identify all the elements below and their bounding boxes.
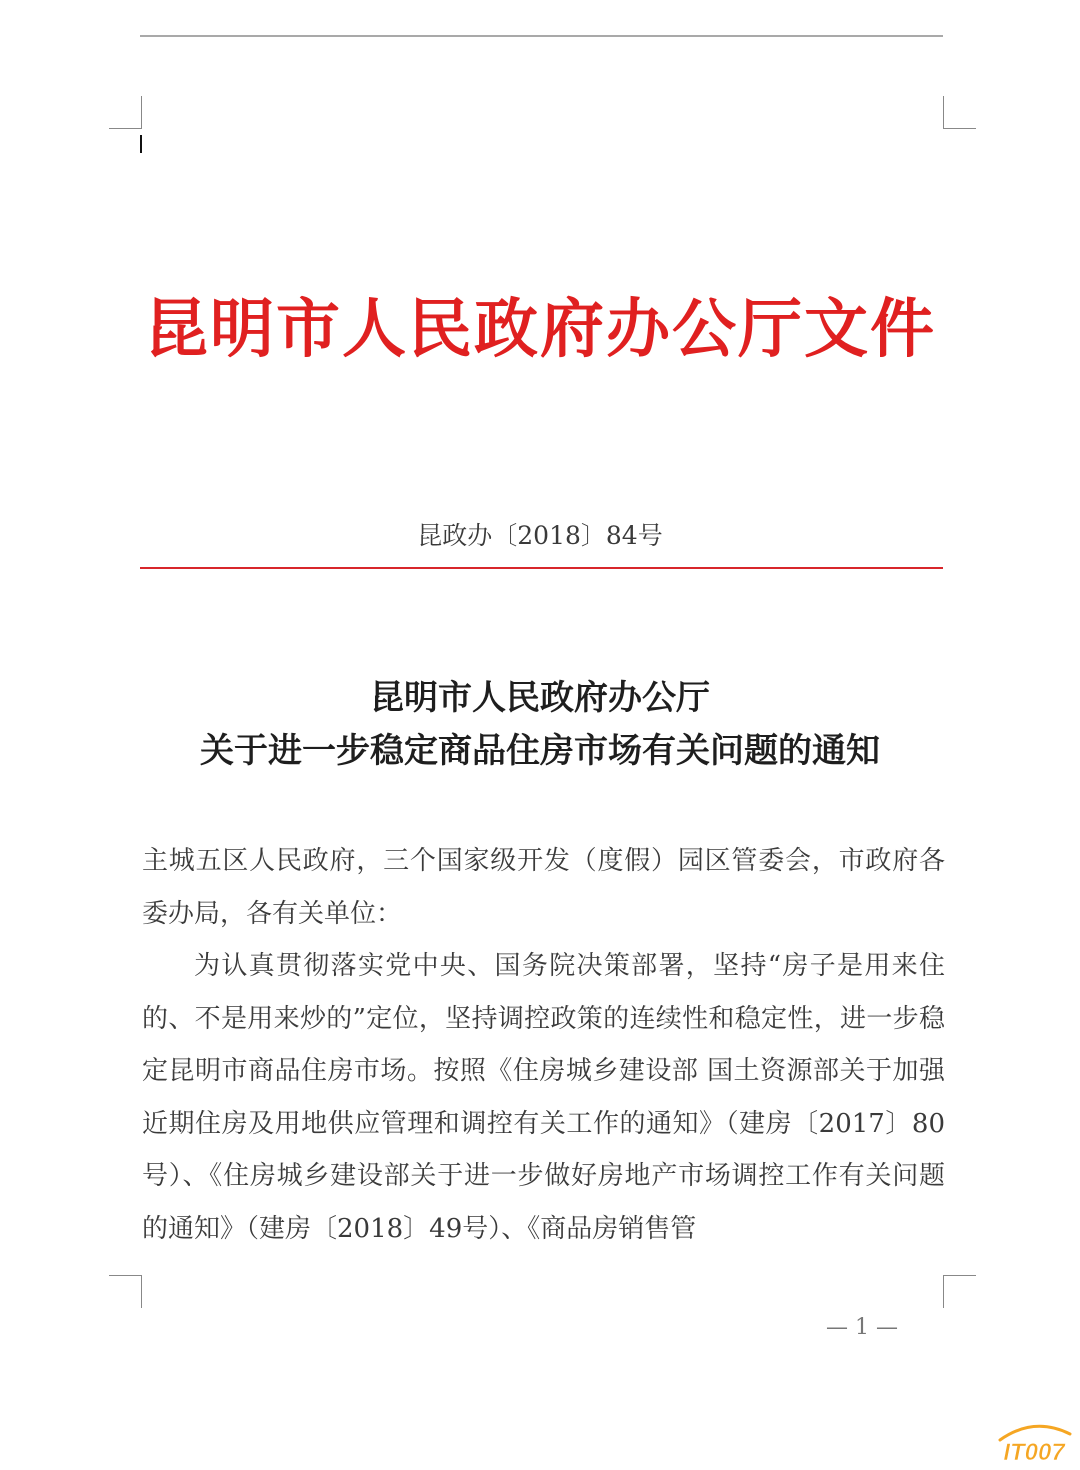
- body-paragraph: 为认真贯彻落实党中央、国务院决策部署，坚持“房子是用来住的、不是用来炒的”定位，坚持调控政策的连续性和稳定性，进一步稳定昆明市商品住房市场。按照《住房城乡建设部 国土资源部关于加强近期住房及用地供应管理和调控有关工作的通知》（建房〔2017〕80号）、《住房城乡建设部关于进一步做好房地产市场调控工作有关问题的通知》（建房〔2018〕49号）、《商品房销售管: [142, 951, 945, 1244]
- text-cursor: [140, 135, 142, 153]
- document-masthead: 昆明市人民政府办公厅文件: [144, 293, 936, 367]
- page-number: — 1 —: [826, 1315, 898, 1340]
- crop-mark-top-left: [109, 96, 142, 129]
- document-title-line-2: 关于进一步稳定商品住房市场有关问题的通知: [200, 731, 880, 771]
- salutation: 主城五区人民政府，三个国家级开发（度假）园区管委会，市政府各委办局，各有关单位：: [142, 846, 945, 929]
- crop-mark-bottom-right: [943, 1275, 976, 1308]
- top-border-line: [140, 35, 943, 37]
- it007-watermark-logo: [992, 1420, 1076, 1466]
- watermark-text: IT007: [1003, 1439, 1065, 1466]
- crop-mark-bottom-left: [109, 1275, 142, 1308]
- crop-mark-top-right: [943, 96, 976, 129]
- document-title-line-1: 昆明市人民政府办公厅: [370, 678, 710, 718]
- document-number: 昆政办〔2018〕84号: [417, 521, 663, 550]
- red-separator-line: [140, 567, 943, 569]
- document-body: [142, 835, 945, 1255]
